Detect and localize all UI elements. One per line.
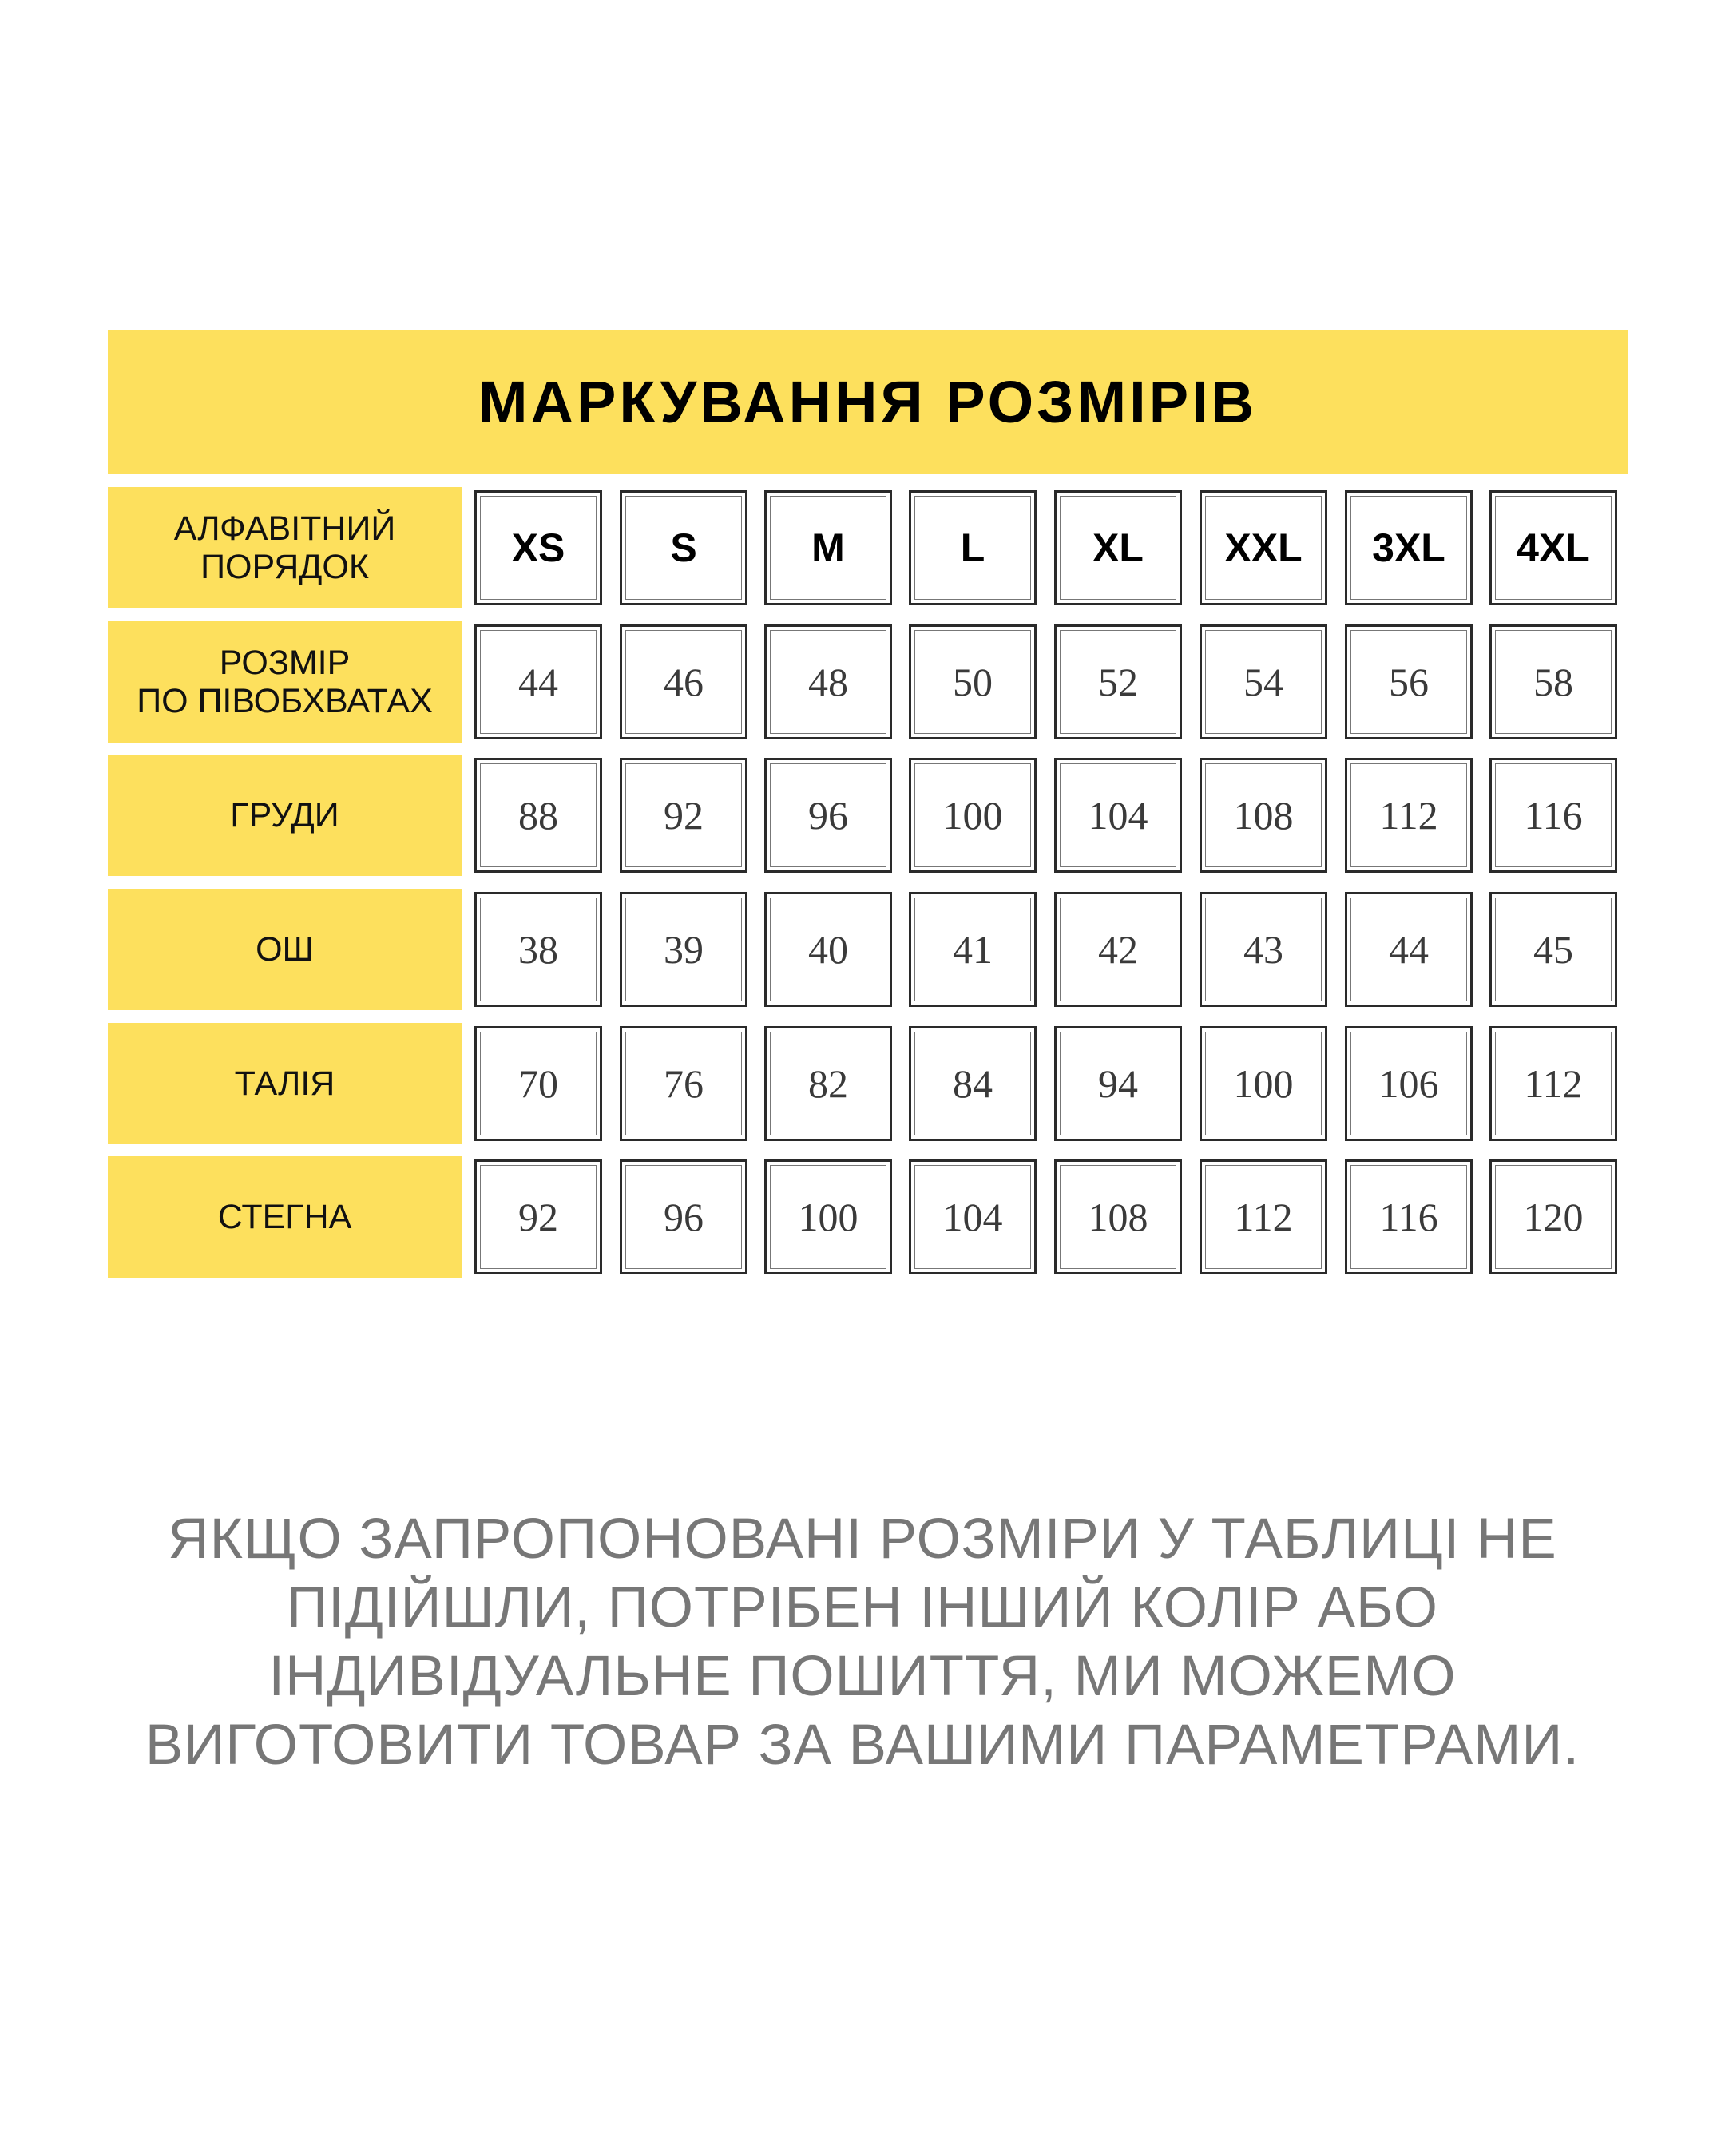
size-value-cell: 96 — [620, 1159, 748, 1274]
size-value-cell: 120 — [1489, 1159, 1617, 1274]
size-value-cell: 88 — [474, 758, 602, 873]
custom-order-note — [32, 1505, 1693, 1780]
row-label: АЛФАВІТНИЙ ПОРЯДОК — [108, 487, 462, 608]
note-line: ІНДИВІДУАЛЬНЕ ПОШИТТЯ, МИ МОЖЕМО — [268, 1645, 1457, 1708]
size-value-cell: 112 — [1489, 1026, 1617, 1141]
row-label: ОШ — [108, 889, 462, 1010]
size-value-cell: 96 — [764, 758, 892, 873]
size-value-cell: 84 — [909, 1026, 1037, 1141]
size-letter-cell: XXL — [1200, 490, 1327, 605]
size-value-cell: 106 — [1345, 1026, 1473, 1141]
size-value-cell: 70 — [474, 1026, 602, 1141]
size-letter-cell: 3XL — [1345, 490, 1473, 605]
size-value-cell: 44 — [1345, 892, 1473, 1007]
size-value-cell: 112 — [1345, 758, 1473, 873]
size-value-cell: 38 — [474, 892, 602, 1007]
row-label: ТАЛІЯ — [108, 1023, 462, 1144]
size-value-cell: 46 — [620, 624, 748, 739]
size-value-cell: 45 — [1489, 892, 1617, 1007]
size-value-cell: 43 — [1200, 892, 1327, 1007]
size-letter-cell: L — [909, 490, 1037, 605]
row-label: СТЕГНА — [108, 1156, 462, 1278]
size-value-cell: 50 — [909, 624, 1037, 739]
size-value-cell: 58 — [1489, 624, 1617, 739]
size-value-cell: 92 — [474, 1159, 602, 1274]
size-value-cell: 104 — [1054, 758, 1182, 873]
size-letter-cell: M — [764, 490, 892, 605]
size-value-cell: 108 — [1200, 758, 1327, 873]
size-value-cell: 76 — [620, 1026, 748, 1141]
size-value-cell: 44 — [474, 624, 602, 739]
size-value-cell: 112 — [1200, 1159, 1327, 1274]
size-value-cell: 108 — [1054, 1159, 1182, 1274]
size-value-cell: 41 — [909, 892, 1037, 1007]
size-value-cell: 42 — [1054, 892, 1182, 1007]
size-value-cell: 116 — [1345, 1159, 1473, 1274]
page-title: МАРКУВАННЯ РОЗМІРІВ — [478, 369, 1258, 435]
size-value-cell: 54 — [1200, 624, 1327, 739]
size-value-cell: 104 — [909, 1159, 1037, 1274]
size-value-cell: 100 — [764, 1159, 892, 1274]
note-line: ПІДІЙШЛИ, ПОТРІБЕН ІНШИЙ КОЛІР АБО — [286, 1576, 1439, 1639]
size-value-cell: 100 — [1200, 1026, 1327, 1141]
size-value-cell: 100 — [909, 758, 1037, 873]
size-value-cell: 56 — [1345, 624, 1473, 739]
size-letter-cell: S — [620, 490, 748, 605]
size-letter-cell: XL — [1054, 490, 1182, 605]
row-label: ГРУДИ — [108, 755, 462, 876]
note-line: ВИГОТОВИТИ ТОВАР ЗА ВАШИМИ ПАРАМЕТРАМИ. — [145, 1714, 1580, 1777]
size-value-cell: 92 — [620, 758, 748, 873]
size-value-cell: 39 — [620, 892, 748, 1007]
row-label: РОЗМІР ПО ПІВОБХВАТАХ — [108, 621, 462, 743]
size-value-cell: 40 — [764, 892, 892, 1007]
size-value-cell: 82 — [764, 1026, 892, 1141]
size-value-cell: 94 — [1054, 1026, 1182, 1141]
title-band — [108, 330, 1628, 474]
size-value-cell: 116 — [1489, 758, 1617, 873]
size-letter-cell: 4XL — [1489, 490, 1617, 605]
size-value-cell: 48 — [764, 624, 892, 739]
size-value-cell: 52 — [1054, 624, 1182, 739]
size-letter-cell: XS — [474, 490, 602, 605]
note-line: ЯКЩО ЗАПРОПОНОВАНІ РОЗМІРИ У ТАБЛИЦІ НЕ — [168, 1508, 1557, 1571]
